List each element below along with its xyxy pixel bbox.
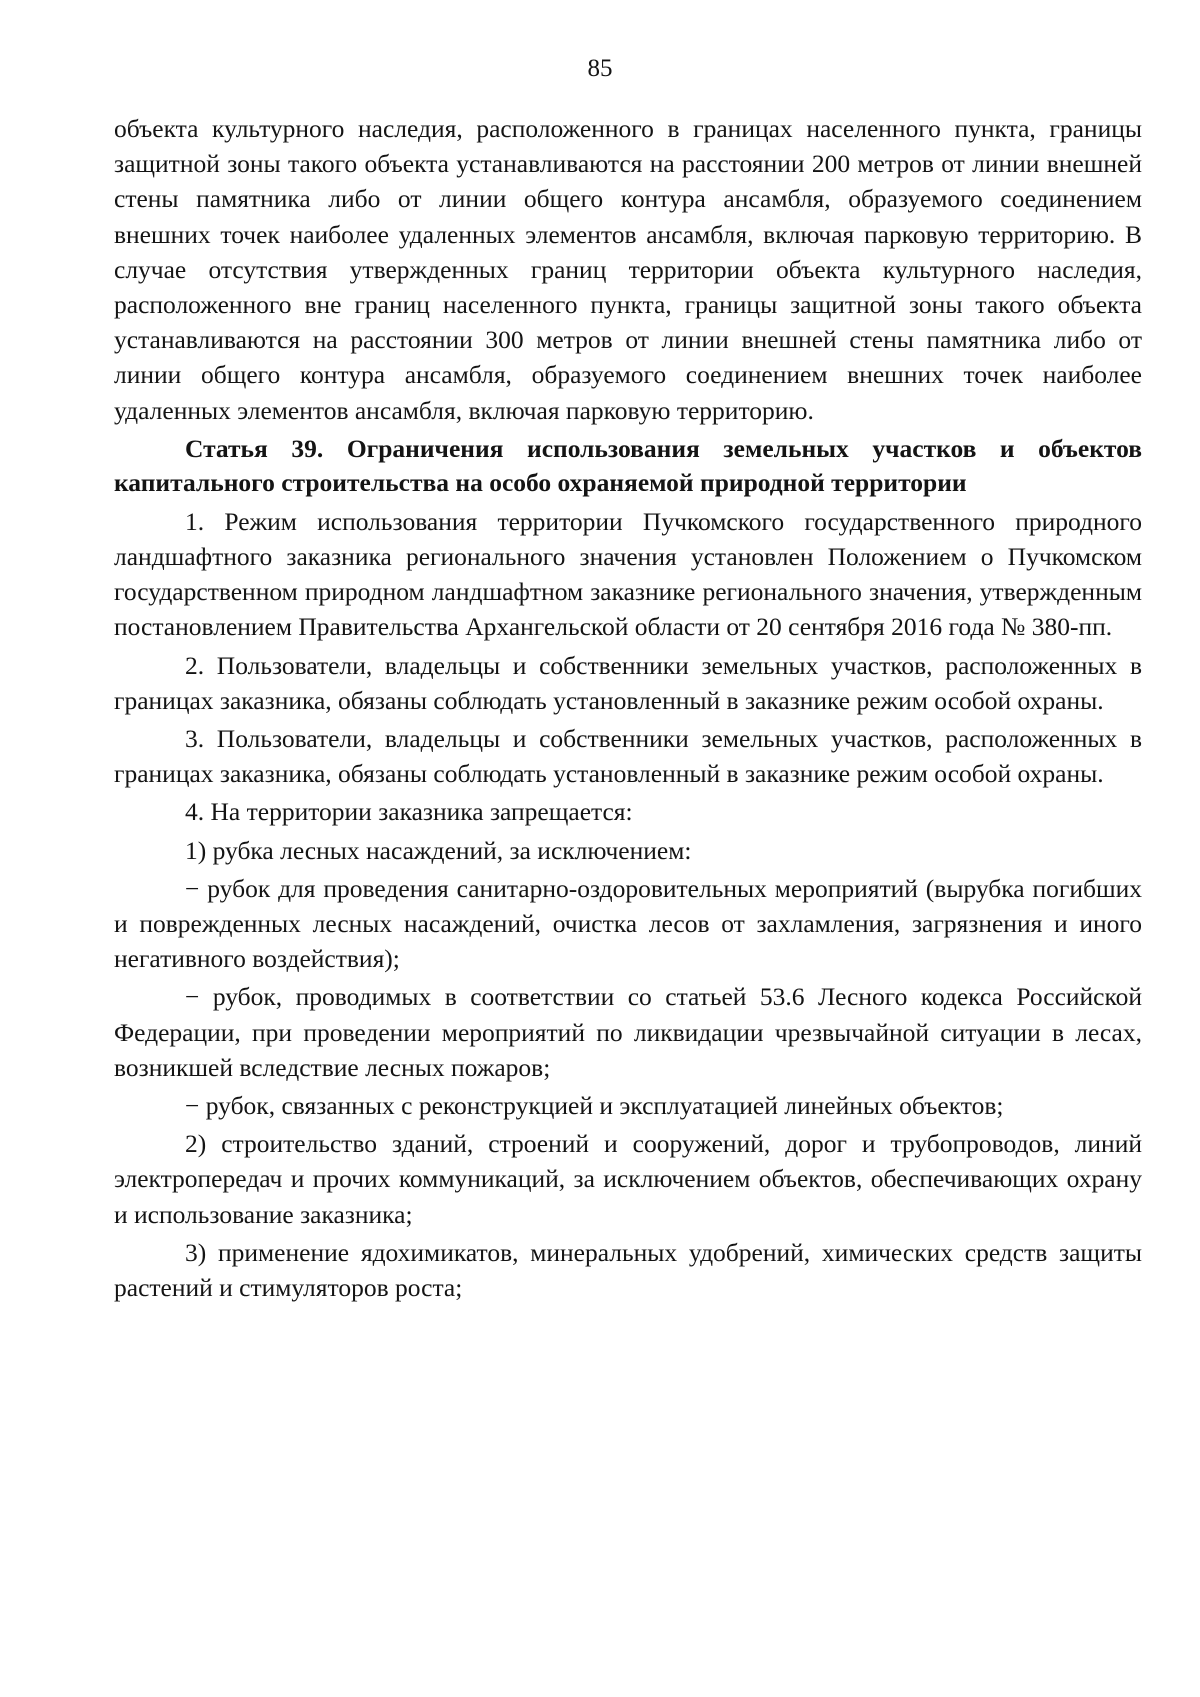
list-item-3: 3) применение ядохимикатов, минеральных удобрений, химических средств защиты растений и стимуляторов роста; bbox=[114, 1237, 1142, 1303]
paragraph-3: 3. Пользователи, владельцы и собственники земельных участков, расположенных в границах заказника, обязаны соблюдать установленный в заказнике режим особой охраны. bbox=[114, 724, 1142, 789]
paragraph-4: 4. На территории заказника запрещается: bbox=[185, 797, 633, 827]
continuation-paragraph: объекта культурного наследия, расположенного в границах населенного пункта, границы защитной зоны такого объекта устанавливаются на расстоянии 200 метров от линии внешней стены памятника либо от линии общего контура ансамбля, образуемого соединением внешних точек наиболее удаленных элементов ансамбля, включая парковую территорию. В случае отсутствия утвержденных границ территории объекта культурного наследия, расположенного вне границ населенного пункта, границы защитной зоны такого объекта устанавливаются на расстоянии 300 метров от линии внешней стены памятника либо от линии общего контура ансамбля, образуемого соединением внешних точек наиболее удаленных элементов ансамбля, включая парковую территорию. bbox=[114, 114, 1142, 425]
list-item-1: 1) рубка лесных насаждений, за исключением: bbox=[185, 835, 692, 865]
sub-item-sanitary: − рубок для проведения санитарно-оздоровительных мероприятий (вырубка погибших и поврежденных лесных насаждений, очистка лесов от захламления, загрязнения и иного негативного воздействия); bbox=[114, 873, 1142, 974]
list-item-2: 2) строительство зданий, строений и сооружений, дорог и трубопроводов, линий электропередач и прочих коммуникаций, за исключением объектов, обеспечивающих охрану и использование заказника; bbox=[114, 1129, 1142, 1229]
paragraph-2: 2. Пользователи, владельцы и собственники земельных участков, расположенных в границах заказника, обязаны соблюдать установленный в заказнике режим особой охраны. bbox=[114, 650, 1142, 715]
article-heading: Статья 39. Ограничения использования земельных участков и объектов капитального строительства на особо охраняемой природной территории bbox=[114, 433, 1142, 497]
sub-item-emergency: − рубок, проводимых в соответствии со статьей 53.6 Лесного кодекса Российской Федерации, при проведении мероприятий по ликвидации чрезвычайной ситуации в лесах, возникшей вследствие лесных пожаров; bbox=[114, 982, 1142, 1082]
paragraph-1: 1. Режим использования территории Пучкомского государственного природного ландшафтного заказника регионального значения установлен Положением о Пучкомском государственном природном ландшафтном заказнике регионального значения, утвержденным постановлением Правительства Архангельской области от 20 сентября 2016 года № 380-пп. bbox=[114, 506, 1142, 642]
sub-item-linear-objects: − рубок, связанных с реконструкцией и эксплуатацией линейных объектов; bbox=[185, 1091, 1004, 1121]
document-body bbox=[114, 111, 1142, 1305]
page-number: 85 bbox=[587, 55, 613, 82]
